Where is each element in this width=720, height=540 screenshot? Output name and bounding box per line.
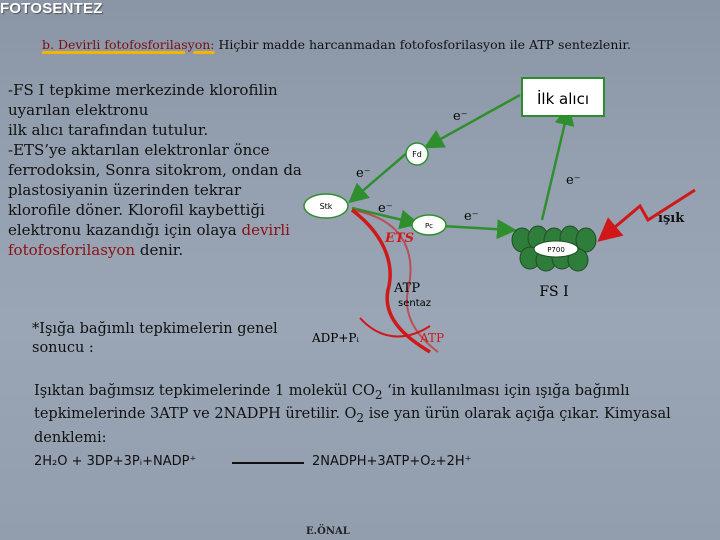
summary-paragraph xyxy=(34,382,694,448)
equation-left: 2H₂O + 3DP+3Pᵢ+NADP⁺ xyxy=(34,454,197,469)
summary-part-3: ise yan ürün olarak açığa çıkar. Kimyasal denklemi: xyxy=(34,406,671,446)
slide-title: FOTOSENTEZ xyxy=(0,0,103,17)
atp-label: ATP xyxy=(420,331,445,345)
electron-label-1: e⁻ xyxy=(453,109,468,124)
equation-arrow xyxy=(232,462,304,464)
electron-label-3: e⁻ xyxy=(566,173,581,188)
summary-part-1: Işıktan bağımsız tepkimelerinde 1 molekül CO xyxy=(34,383,375,399)
electron-cycle-diagram xyxy=(290,60,720,360)
ferredoxin-label: Fd xyxy=(412,150,422,159)
arrow-p700-to-acceptor xyxy=(542,110,568,220)
first-acceptor-label: İlk alıcı xyxy=(537,90,589,108)
para-line-1: -FS I tepkime merkezinde klorofilin uyarılan elektronu xyxy=(8,81,278,119)
result-label: *Işığa bağımlı tepkimelerin genel sonucu : xyxy=(32,321,278,356)
para-line-2: ilk alıcı tarafından tutulur. xyxy=(8,121,209,139)
p700-label: P700 xyxy=(547,246,565,254)
para-highlight: devirli fotofosforilasyon xyxy=(8,221,290,259)
electron-label-4: e⁻ xyxy=(378,201,393,216)
cytochrome-label: Stk xyxy=(319,202,333,211)
subtitle xyxy=(42,38,682,52)
summary-sub-2: 2 xyxy=(356,411,365,426)
electron-label-5: e⁻ xyxy=(464,209,479,224)
arrow-acceptor-to-fd xyxy=(428,95,520,146)
explanation-paragraph xyxy=(8,80,308,260)
equation-right: 2NADPH+3ATP+O₂+2H⁺ xyxy=(312,454,472,469)
arrow-pc-to-p700 xyxy=(442,226,512,230)
light-label: ışık xyxy=(658,211,685,226)
adp-pi-label: ADP+Pᵢ xyxy=(312,331,359,345)
atp-synthase-label-1: ATP xyxy=(394,281,421,296)
atp-synthase-label-2: sentaz xyxy=(398,298,431,309)
electron-label-2: e⁻ xyxy=(356,166,371,181)
para-end: denir. xyxy=(139,241,184,259)
subtitle-lead: b. Devirli fotofosforilasyon: xyxy=(42,37,215,52)
para-line-3: -ETS’ye aktarılan elektronlar önce ferrodoksin, Sonra sitokrom, ondan da plastosiyanin üzerinden tekrar klorofile döner. Klorofil kaybettiği elektronu kazandığı için olaya xyxy=(8,141,302,239)
ets-label: ETS xyxy=(385,231,414,246)
summary-sub-1: 2 xyxy=(374,387,383,402)
summary-part-2: ‘in kullanılması için ışığa bağımlı tepkimelerinde 3ATP ve 2NADPH üretilir. O xyxy=(34,383,630,423)
plastocyanin-label: Pc xyxy=(424,222,434,230)
fs1-label: FS I xyxy=(539,284,569,300)
subtitle-rest: Hiçbir madde harcanmadan fotofosforilasyon ile ATP sentezlenir. xyxy=(218,37,631,52)
author-credit: E.ÖNAL xyxy=(306,526,350,537)
